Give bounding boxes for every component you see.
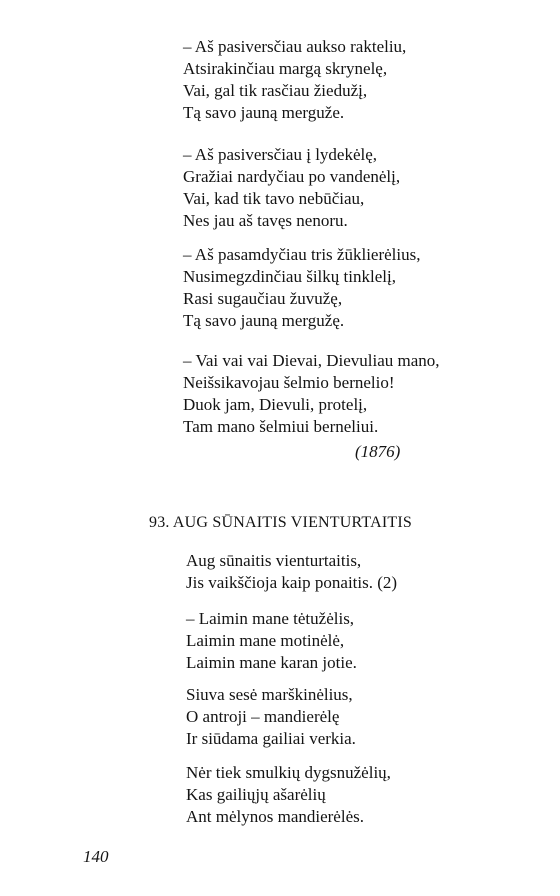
verse-line: Atsirakinčiau margą skrynelę, [183,59,388,78]
verse-line: O antroji – mandierėlę [186,707,340,726]
verse-line: Tą savo jauną mergužę. [183,311,345,330]
verse-line: Laimin mane motinėlė, [186,631,345,650]
verse-line: Aug sūnaitis vienturtaitis, [186,551,362,570]
verse-line: Kas gailiųjų ašarėlių [186,785,326,804]
verse-line: Nusimegzdinčiau šilkų tinklelį, [183,267,396,286]
verse-line: Nėr tiek smulkių dygsnužėlių, [186,763,391,782]
poem-93-stanza-3 [186,684,356,750]
poem-92-stanza-3 [183,244,420,332]
verse-line: Laimin mane karan jotie. [186,653,357,672]
verse-line: Gražiai nardyčiau po vandenėlį, [183,167,401,186]
verse-line: Neišsikavojau šelmio bernelio! [183,373,395,392]
verse-line: – Aš pasiversčiau aukso rakteliu, [183,37,407,56]
verse-line: – Aš pasamdyčiau tris žūklierėlius, [183,245,421,264]
verse-line: Jis vaikščioja kaip ponaitis. (2) [186,573,398,592]
poem-93-stanza-1 [186,550,397,594]
verse-line: – Laimin mane tėtužėlis, [186,609,355,628]
verse-line: – Aš pasiversčiau į lydekėlę, [183,145,378,164]
page-number: 140 [83,847,109,866]
poem-93-stanza-2 [186,608,357,674]
poem-93-stanza-4 [186,762,391,828]
verse-line: Tą savo jauną merguže. [183,103,345,122]
poem-92-date: (1876) [355,442,401,461]
poem-92-stanza-2 [183,144,400,232]
verse-line: Rasi sugaučiau žuvužę, [183,289,343,308]
poem-92-stanza-4 [183,350,440,438]
verse-line: Vai, kad tik tavo nebūčiau, [183,189,365,208]
poem-93-heading: 93. AUG SŪNAITIS VIENTURTAITIS [149,514,413,531]
poem-92-stanza-1 [183,36,406,124]
verse-line: Ant mėlynos mandierėlės. [186,807,364,826]
verse-line: Siuva sesė marškinėlius, [186,685,353,704]
verse-line: Vai, gal tik rasčiau žiedužį, [183,81,368,100]
verse-line: Tam mano šelmiui berneliui. [183,417,379,436]
verse-line: Duok jam, Dievuli, protelį, [183,395,368,414]
verse-line: – Vai vai vai Dievai, Dievuliau mano, [183,351,440,370]
verse-line: Ir siūdama gailiai verkia. [186,729,356,748]
verse-line: Nes jau aš tavęs nenoru. [183,211,348,230]
